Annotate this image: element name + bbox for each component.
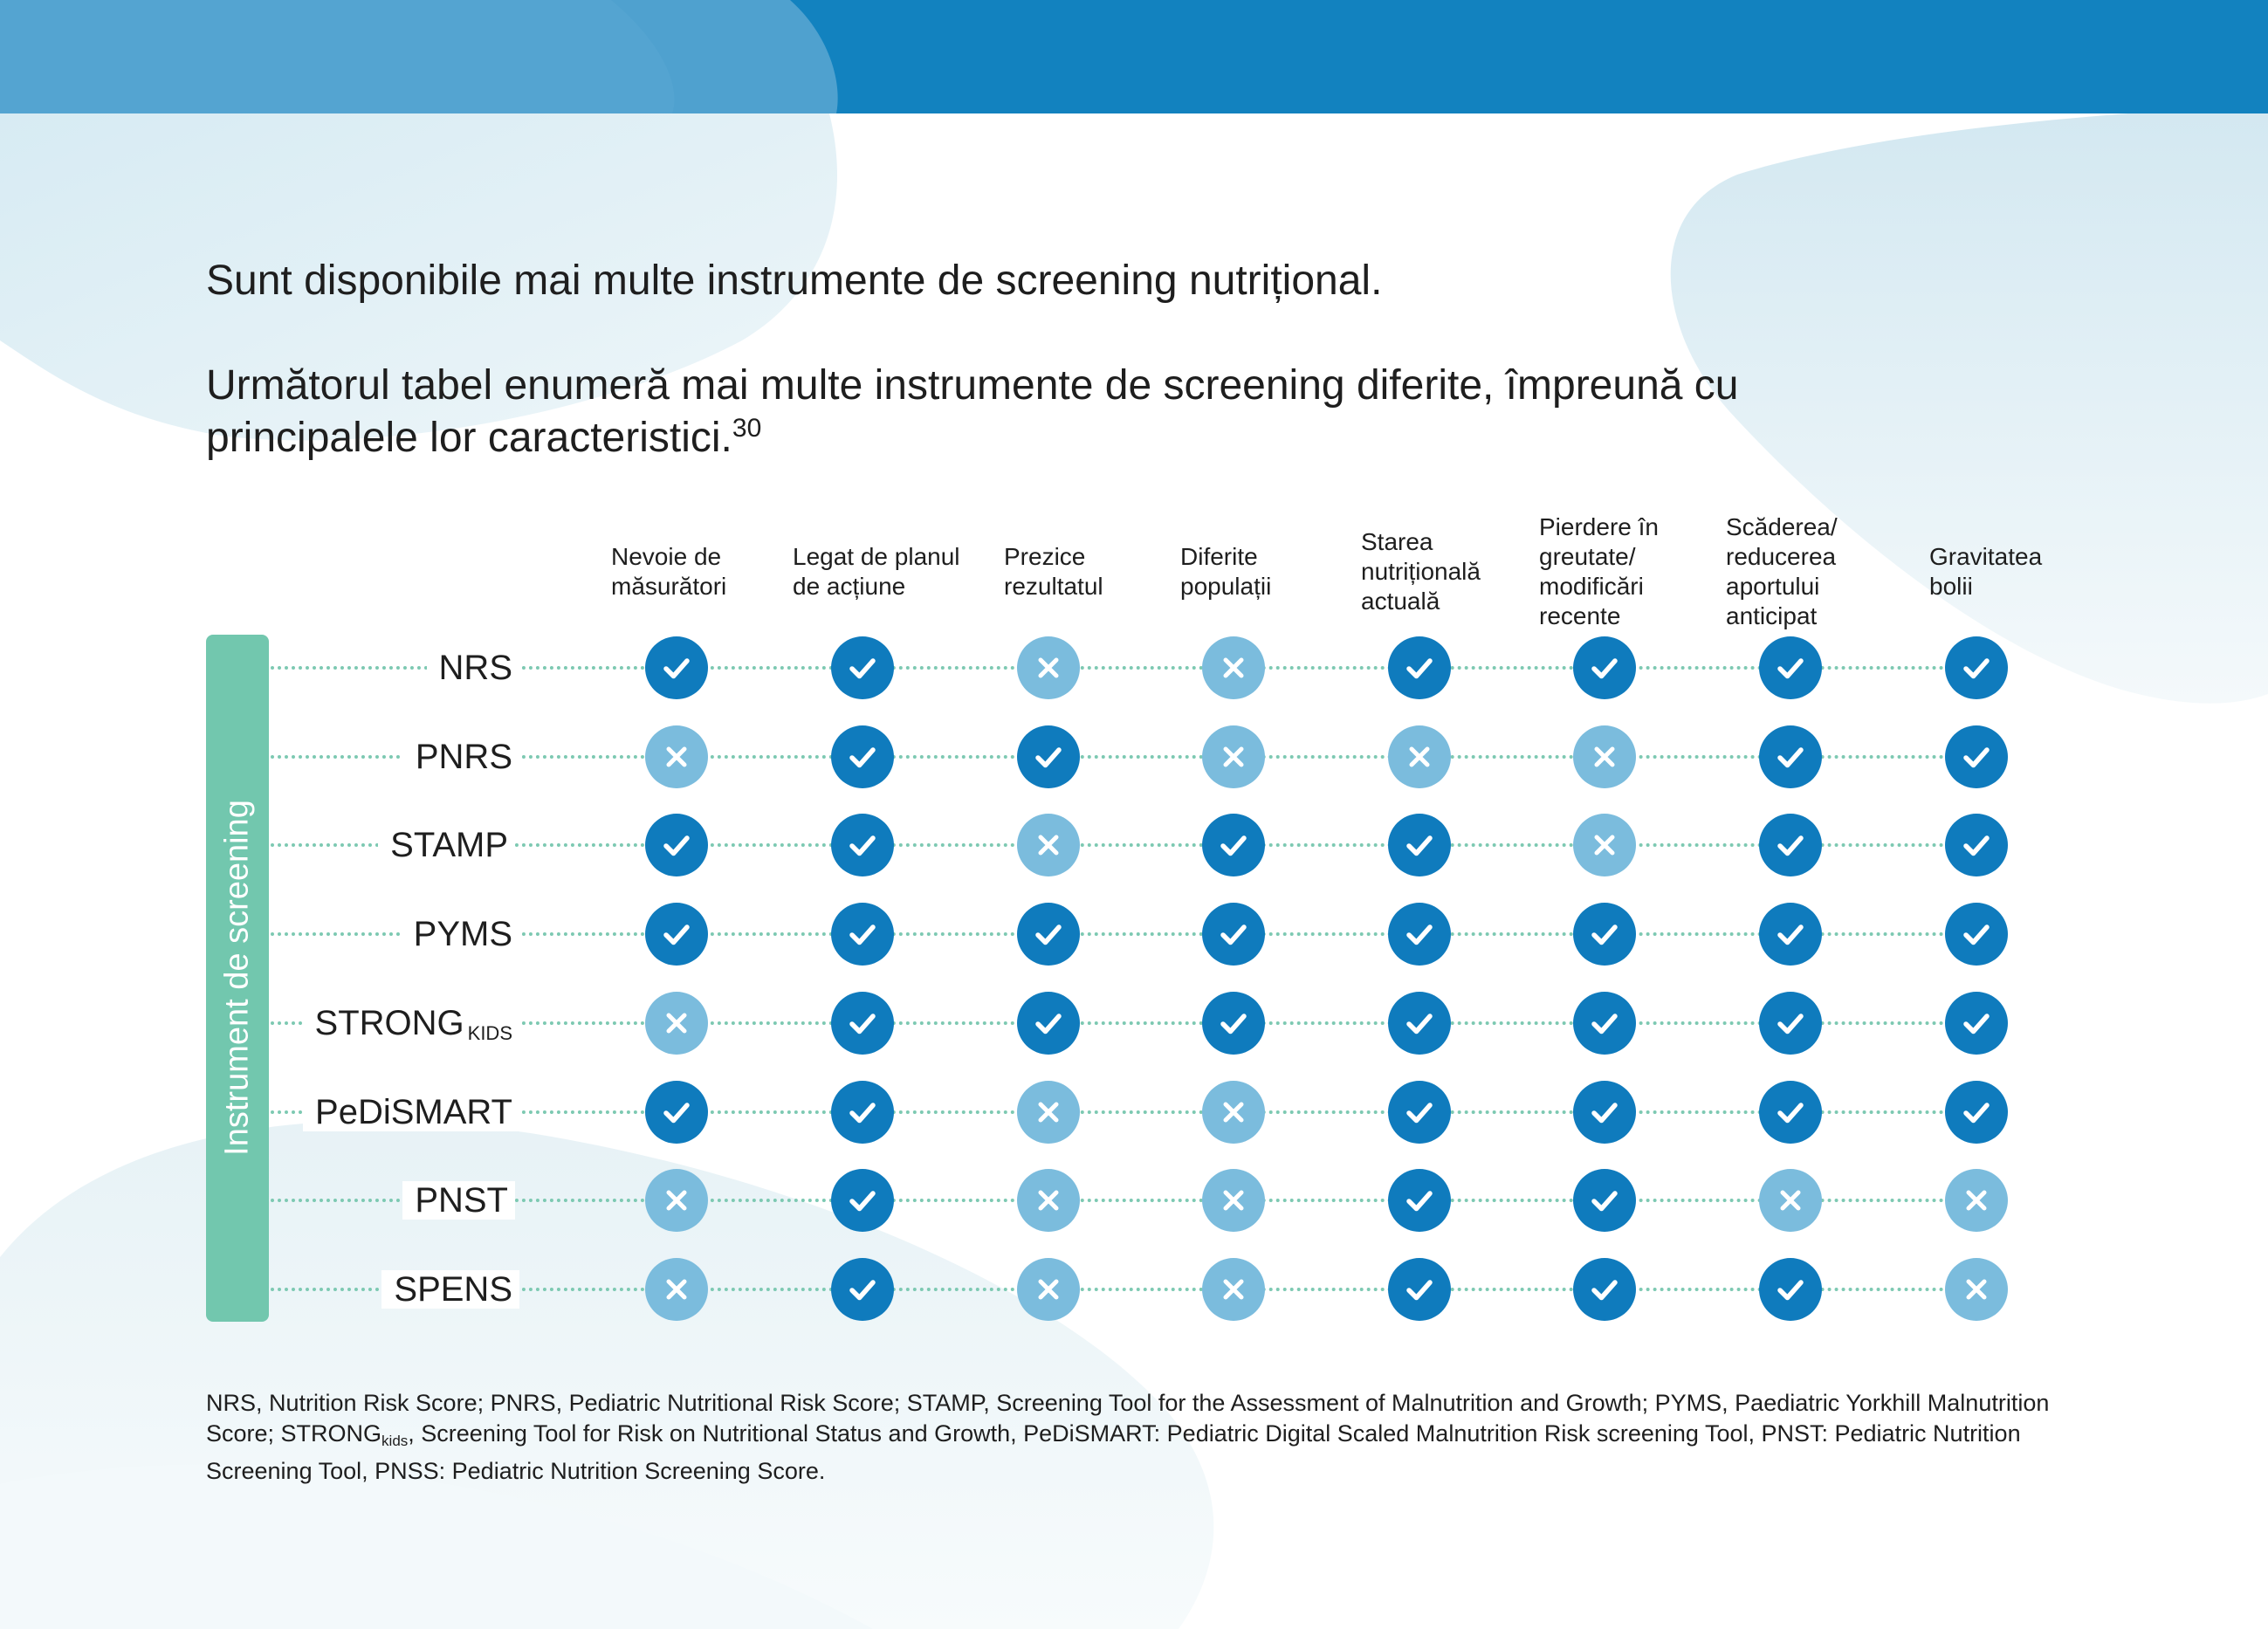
cross-icon (1202, 1169, 1265, 1232)
check-icon (831, 1081, 894, 1144)
check-icon (1759, 814, 1822, 876)
cross-icon (1573, 814, 1636, 876)
check-icon (1759, 636, 1822, 699)
cross-icon (1759, 1169, 1822, 1232)
check-icon (831, 636, 894, 699)
check-icon (1388, 636, 1451, 699)
row-dotted-line (271, 843, 2008, 847)
column-header-text: Starea nutrițională actuală (1361, 528, 1481, 615)
row-label-box (403, 738, 519, 776)
cross-icon (1202, 1081, 1265, 1144)
cross-icon (645, 725, 708, 788)
row-label-text: PeDiSMART (315, 1093, 512, 1131)
check-icon (831, 725, 894, 788)
row-label-text: SPENS (394, 1270, 512, 1309)
row-dotted-line (271, 666, 2008, 670)
check-icon (1759, 1258, 1822, 1321)
column-header-text: Gravitatea bolii (1929, 543, 2043, 600)
check-icon (1388, 814, 1451, 876)
row-dotted-line (271, 1021, 2008, 1025)
check-icon (1388, 903, 1451, 966)
check-icon (831, 992, 894, 1055)
top-banner (0, 0, 2268, 113)
cross-icon (1017, 636, 1080, 699)
cross-icon (1945, 1258, 2008, 1321)
intro-text: Următorul tabel enumeră mai multe instrumente de screening diferite, împreună cu principalele lor caracteristici. (206, 362, 1739, 461)
screening-instrument-label: Instrument de screening (218, 800, 256, 1156)
column-header (1180, 506, 1372, 637)
row-label-text: NRS (438, 649, 512, 687)
row-label-subscript: KIDS (467, 1022, 512, 1044)
check-icon (645, 1081, 708, 1144)
check-icon (1573, 636, 1636, 699)
cross-icon (1573, 725, 1636, 788)
check-icon (1388, 1258, 1451, 1321)
check-icon (1202, 814, 1265, 876)
intro-paragraph (206, 360, 1952, 464)
row-label-text: STRONG (314, 1004, 464, 1042)
check-icon (1759, 1081, 1822, 1144)
check-icon (1573, 992, 1636, 1055)
column-header (1726, 506, 1918, 637)
row-label-box (303, 1004, 519, 1042)
cross-icon (645, 1169, 708, 1232)
check-icon (1945, 992, 2008, 1055)
check-icon (1759, 992, 1822, 1055)
row-label-box (402, 915, 519, 953)
column-header (793, 506, 985, 637)
row-label-text: PNRS (415, 738, 512, 776)
check-icon (1202, 992, 1265, 1055)
cross-icon (1202, 1258, 1265, 1321)
row-label-box (378, 826, 515, 864)
row-label-text: PNST (415, 1181, 508, 1220)
check-icon (1388, 1169, 1451, 1232)
check-icon (1945, 1081, 2008, 1144)
row-dotted-line (271, 1199, 2008, 1202)
column-header-text: Pierdere în greutate/ modificări recente (1539, 513, 1659, 629)
column-header (1361, 506, 1553, 637)
footnote-subscript: kids (381, 1433, 409, 1449)
column-header-text: Prezice rezultatul (1004, 543, 1103, 600)
check-icon (645, 903, 708, 966)
cross-icon (1202, 725, 1265, 788)
cross-icon (1017, 1258, 1080, 1321)
cross-icon (1388, 725, 1451, 788)
row-dotted-line (271, 755, 2008, 759)
row-dotted-line (271, 932, 2008, 936)
column-header-text: Legat de planul de acțiune (793, 543, 960, 600)
cross-icon (645, 1258, 708, 1321)
check-icon (1945, 725, 2008, 788)
column-header (1929, 506, 2121, 637)
check-icon (645, 636, 708, 699)
column-header (1004, 506, 1196, 637)
cross-icon (1017, 814, 1080, 876)
footnote-text-cont: , Screening Tool for Risk on Nutritional Status and Growth, PeDiSMART: Pediatric Digital Scaled Malnutrition Risk screening Tool, PNST: Pediatric Nutrition Screening Tool, PNSS: Pediatric Nutrition Screening Score. (206, 1420, 2021, 1484)
check-icon (1388, 992, 1451, 1055)
check-icon (1017, 992, 1080, 1055)
column-header (1539, 506, 1731, 637)
check-icon (1759, 725, 1822, 788)
check-icon (1202, 903, 1265, 966)
check-icon (831, 1258, 894, 1321)
footnote-text: NRS, Nutrition Risk Score; PNRS, Pediatric Nutritional Risk Score; STAMP, Screening Tool for the Assessment of Malnutrition and Growth; PYMS, Paediatric Yorkhill Malnutrition Score; STRONG (206, 1390, 2050, 1447)
row-dotted-line (271, 1288, 2008, 1291)
check-icon (1017, 903, 1080, 966)
check-icon (1388, 1081, 1451, 1144)
check-icon (1573, 1169, 1636, 1232)
check-icon (831, 1169, 894, 1232)
check-icon (1573, 1258, 1636, 1321)
check-icon (1945, 636, 2008, 699)
row-label-text: PYMS (413, 915, 512, 953)
column-header-text: Scăderea/ reducerea aportului anticipat (1726, 513, 1838, 629)
check-icon (1573, 903, 1636, 966)
check-icon (1017, 725, 1080, 788)
row-label-box (427, 649, 519, 687)
reference-number: 30 (732, 414, 762, 443)
column-header-text: Nevoie de măsurători (611, 543, 727, 600)
cross-icon (1945, 1169, 2008, 1232)
column-header (611, 506, 803, 637)
intro-sentence: Sunt disponibile mai multe instrumente de screening nutrițional. (206, 258, 1383, 304)
check-icon (1573, 1081, 1636, 1144)
cross-icon (1202, 636, 1265, 699)
check-icon (1759, 903, 1822, 966)
check-icon (645, 814, 708, 876)
row-dotted-line (271, 1110, 2008, 1114)
check-icon (831, 814, 894, 876)
row-label-box (303, 1093, 519, 1131)
column-header-text: Diferite populații (1180, 543, 1272, 600)
check-icon (831, 903, 894, 966)
cross-icon (1017, 1081, 1080, 1144)
cross-icon (1017, 1169, 1080, 1232)
check-icon (1945, 903, 2008, 966)
row-label-box (381, 1270, 519, 1309)
cross-icon (645, 992, 708, 1055)
row-label-box (402, 1181, 515, 1220)
check-icon (1945, 814, 2008, 876)
abbreviations-footnote (206, 1388, 2092, 1487)
row-label-text: STAMP (390, 826, 508, 864)
